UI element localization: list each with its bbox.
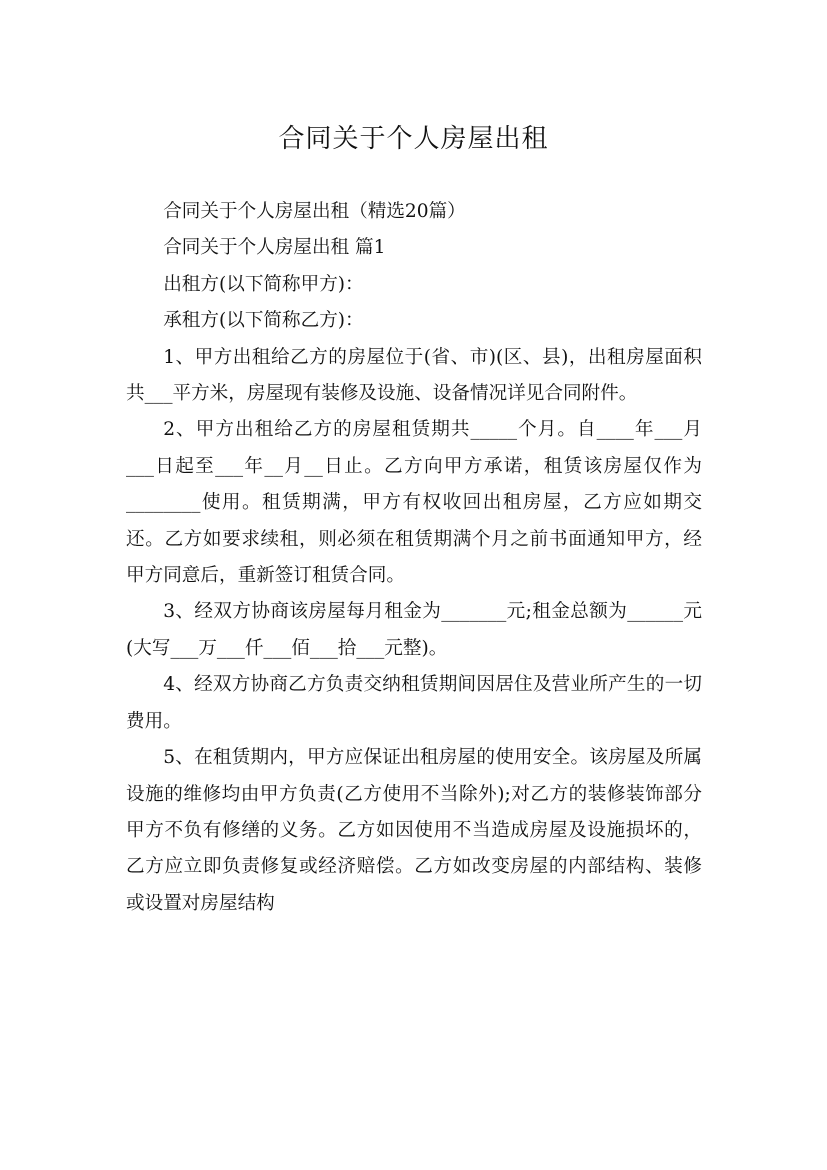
lessor-paragraph: 出租方(以下简称甲方)： [163, 273, 364, 295]
lessee-paragraph: 承租方(以下简称乙方)： [163, 310, 364, 332]
clause-4-paragraph: 4、经双方协商乙方负责交纳租赁期间因居住及营业所产生的一切费用。 [126, 674, 702, 732]
subtitle-paragraph: 合同关于个人房屋出租（精选20篇） [163, 201, 466, 222]
section-heading-paragraph: 合同关于个人房屋出租 篇1 [163, 237, 386, 259]
clause-1-paragraph: 1、甲方出租给乙方的房屋位于(省、市)(区、县)，出租房屋面积共___平方米，房屋现有装修及设施、设备情况详见合同附件。 [126, 346, 702, 405]
clause-2-paragraph: 2、甲方出租给乙方的房屋租赁期共_____个月。自____年___月___日起至___年__月__日止。乙方向甲方承诺，租赁该房屋仅作为________使用。租赁期满，甲方有权收回出租房屋，乙方应如期交还。乙方如要求续租，则必须在租赁期满个月之前书面通知甲方，经甲方同意后，重新签订租赁合同。 [126, 419, 702, 587]
document-title: 合同关于个人房屋出租 [278, 124, 549, 155]
document-body [126, 194, 702, 922]
clause-5-paragraph: 5、在租赁期内，甲方应保证出租房屋的使用安全。该房屋及所属设施的维修均由甲方负责(乙方使用不当除外);对乙方的装修装饰部分甲方不负有修缮的义务。乙方如因使用不当造成房屋及设施损坏的，乙方应立即负责修复或经济赔偿。乙方如改变房屋的内部结构、装修或设置对房屋结构 [126, 747, 702, 914]
clause-3-paragraph: 3、经双方协商该房屋每月租金为_______元;租金总额为______元(大写___万___仟___佰___拾___元整)。 [126, 601, 702, 659]
